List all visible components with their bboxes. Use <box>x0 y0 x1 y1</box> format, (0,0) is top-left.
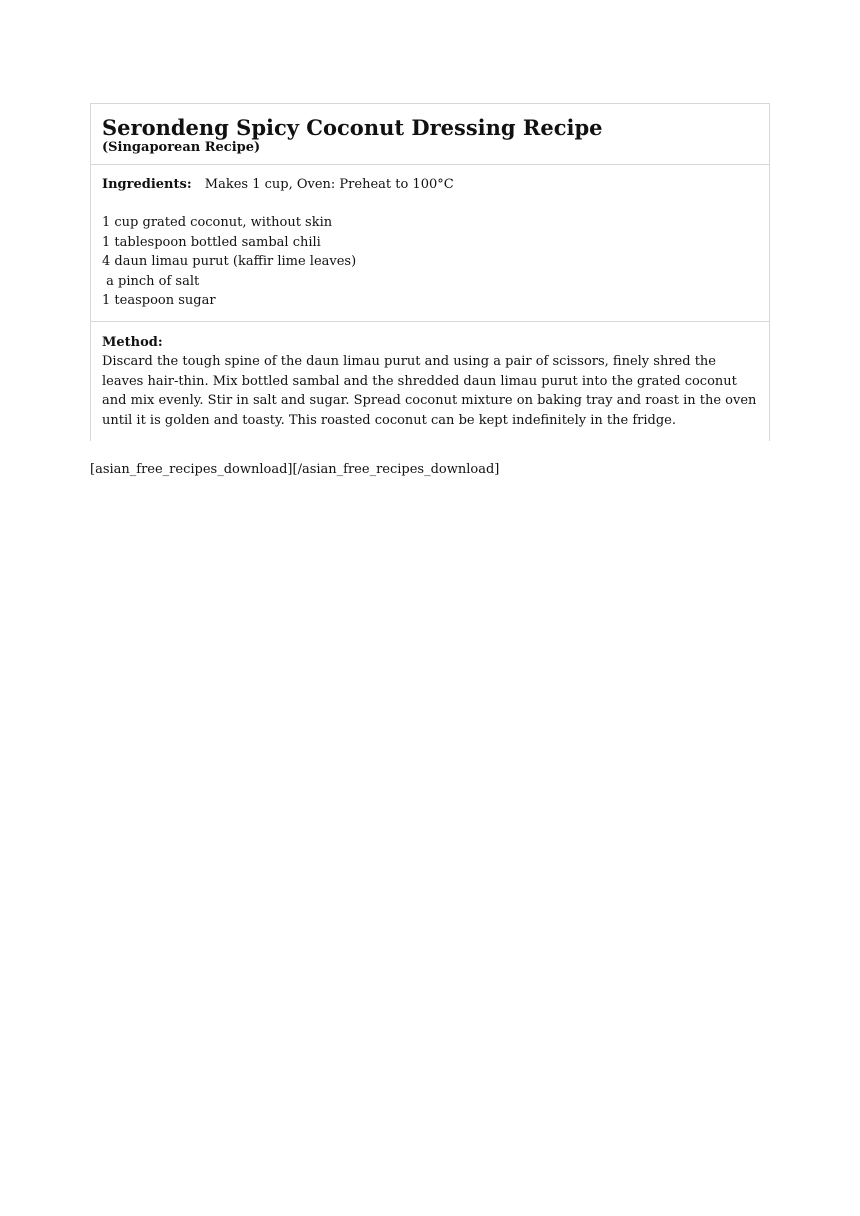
ingredient-item: 1 cup grated coconut, without skin <box>102 215 333 230</box>
ingredients-section <box>91 165 769 322</box>
ingredient-item: a pinch of salt <box>102 273 200 289</box>
method-section <box>91 322 769 441</box>
download-shortcode-text: [asian_free_recipes_download][/asian_free_recipes_download] <box>90 462 500 477</box>
ingredient-item: 4 daun limau purut (kaffir lime leaves) <box>102 254 357 270</box>
ingredients-info: Makes 1 cup, Oven: Preheat to 100°C <box>204 177 454 192</box>
recipe-card <box>90 103 770 441</box>
ingredient-item: 1 tablespoon bottled sambal chili <box>102 234 321 250</box>
ingredients-header <box>102 175 758 194</box>
ingredients-label: Ingredients: <box>102 177 192 192</box>
method-text: Discard the tough spine of the daun limau purut and using a pair of scissors, finely shred the leaves hair-thin. Mix bottled sambal and the shredded daun limau purut into the grated coconut and mix evenly. Stir in salt and sugar. Spread coconut mixture on baking tray and roast in the oven until it is golden and toasty. This roasted coconut can be kept indefinitely in the fridge. <box>102 354 757 428</box>
method-label: Method: <box>102 335 163 350</box>
recipe-title: Serondeng Spicy Coconut Dressing Recipe <box>102 115 603 140</box>
recipe-subtitle: (Singaporean Recipe) <box>102 140 261 155</box>
ingredient-item: 1 teaspoon sugar <box>102 293 216 309</box>
ingredients-list <box>102 213 758 311</box>
recipe-title-section <box>91 104 769 165</box>
